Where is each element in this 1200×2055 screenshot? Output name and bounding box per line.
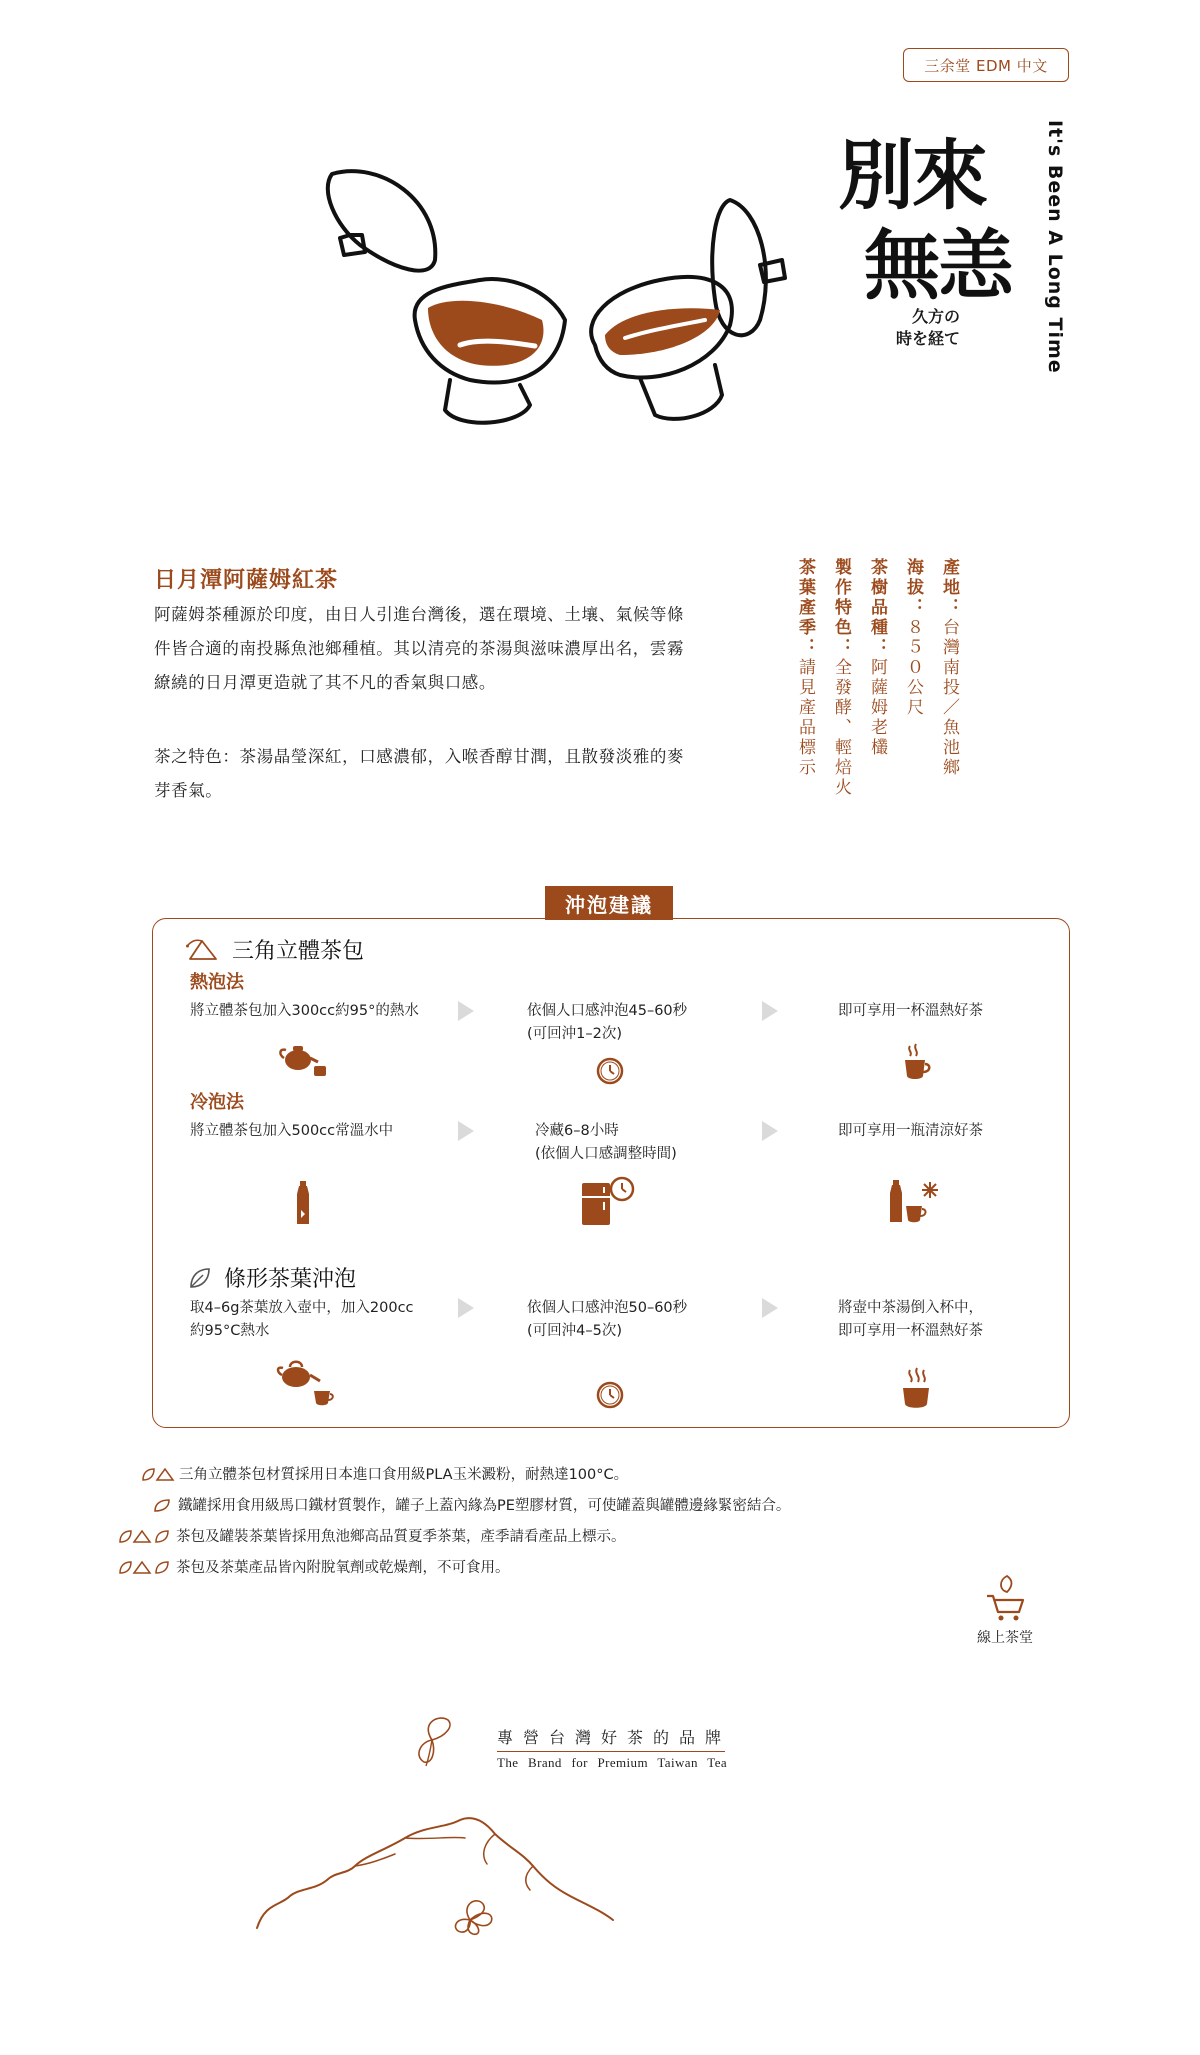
snowflake-icon <box>922 1182 938 1198</box>
hot-cup-icon <box>902 1042 932 1084</box>
subtitle-ja-line1: 久方の <box>911 307 960 326</box>
hot-step-2: 依個人口感沖泡45–60秒 (可回沖1–2次) <box>527 1003 688 1042</box>
slogan-chinese: 專營台灣好茶的品牌 <box>497 1728 732 1747</box>
note-item: 三角立體茶包材質採用日本進口食用級PLA玉米澱粉，耐熱達100°C。 <box>141 1463 790 1484</box>
online-shop-link[interactable]: 線上茶堂 <box>977 1630 1033 1646</box>
teacups-illustration <box>320 160 790 530</box>
timer-icon <box>595 1056 625 1086</box>
tea-specs <box>778 558 958 798</box>
mountain-illustration <box>255 1808 625 1938</box>
leaf-icon <box>188 1266 212 1290</box>
tea-bowl-icon <box>900 1366 932 1412</box>
edm-language-badge[interactable]: 三余堂 EDM 中文 <box>903 48 1069 82</box>
cold-step-2: 冷藏6–8小時 (依個人口感調整時間) <box>535 1123 677 1162</box>
note-item: 茶包及罐裝茶葉皆採用魚池鄉高品質夏季茶葉，產季請看產品上標示。 <box>118 1525 790 1546</box>
brewing-box <box>152 918 1070 1428</box>
hot-step-1: 將立體茶包加入300cc約95°的熱水 <box>190 1003 419 1019</box>
intro-title: 日月潭阿薩姆紅茶 <box>154 568 339 593</box>
title-line-2: 無恙 <box>864 221 1012 310</box>
arrow-icon <box>458 1121 474 1141</box>
subtitle-english: It's Been A Long Time <box>1044 120 1066 374</box>
cold-tea-icon <box>888 1178 940 1224</box>
spec-season: 茶葉產季：請見產品標示 <box>795 558 815 778</box>
leaf-icon <box>152 1497 174 1513</box>
teabag-section-title: 三角立體茶包 <box>232 939 365 964</box>
spec-altitude: 海拔：８５０公尺 <box>903 558 923 718</box>
teapot-pour-icon <box>274 1357 336 1407</box>
teabag-leaf-icon <box>118 1559 172 1575</box>
teabag-section-header <box>186 934 364 965</box>
cold-step-1: 將立體茶包加入500cc常溫水中 <box>190 1123 394 1139</box>
slogan-english: The Brand for Premium Taiwan Tea <box>497 1755 728 1770</box>
arrow-icon <box>458 1298 474 1318</box>
spec-cultivar: 茶樹品種：阿薩姆老欉 <box>867 558 887 758</box>
leaf-step-3: 將壺中茶湯倒入杯中， 即可享用一杯溫熱好茶 <box>838 1300 983 1339</box>
leaf-step-1: 取4–6g茶葉放入壺中，加入200cc 約95°C熱水 <box>190 1300 414 1339</box>
arrow-icon <box>458 1001 474 1021</box>
spec-origin: 產地：台灣南投／魚池鄉 <box>939 558 959 778</box>
teabag-leaf-icon <box>118 1528 172 1544</box>
teabag-icon <box>186 937 220 963</box>
notes-list <box>138 1463 790 1577</box>
shopping-cart-icon[interactable] <box>985 1574 1025 1622</box>
intro-paragraph-1: 阿薩姆茶種源於印度，由日人引進台灣後，選在環境、土壤、氣候等條件皆合適的南投縣魚池鄉種植。其以清亮的茶湯與滋味濃厚出名，雲霧繚繞的日月潭更造就了其不凡的香氣與口感。 <box>154 605 685 692</box>
cold-method-title: 冷泡法 <box>190 1092 244 1113</box>
subtitle-japanese <box>870 306 960 350</box>
cold-step-3: 即可享用一瓶清涼好茶 <box>838 1123 983 1139</box>
hot-method-title: 熱泡法 <box>190 972 244 993</box>
leaf-section-title: 條形茶葉沖泡 <box>224 1267 357 1292</box>
leaf-section-header <box>188 1262 356 1293</box>
timer-icon <box>595 1380 625 1410</box>
slogan-divider <box>497 1751 725 1752</box>
kettle-pour-icon <box>278 1040 330 1078</box>
note-item: 茶包及茶葉產品皆內附脫氧劑或乾燥劑，不可食用。 <box>118 1556 790 1577</box>
fridge-timer-icon <box>580 1175 636 1227</box>
spec-process: 製作特色：全發酵、輕焙火 <box>831 558 851 798</box>
butterfly-logo-icon <box>410 1712 456 1768</box>
butterfly-icon <box>455 1901 491 1934</box>
title-line-1: 別來 <box>838 131 986 220</box>
arrow-icon <box>762 1121 778 1141</box>
teabag-leaf-icon <box>141 1466 175 1482</box>
bottle-icon <box>294 1180 312 1226</box>
hot-step-3: 即可享用一杯溫熱好茶 <box>838 1003 983 1019</box>
intro-paragraph-2: 茶之特色：茶湯晶瑩深紅，口感濃郁，入喉香醇甘潤，且散發淡雅的麥芽香氣。 <box>154 747 685 800</box>
arrow-icon <box>762 1001 778 1021</box>
note-item: 鐵罐採用食用級馬口鐵材質製作，罐子上蓋內緣為PE塑膠材質，可使罐蓋與罐體邊緣緊密結合。 <box>152 1494 790 1515</box>
right-lid <box>712 200 766 335</box>
leaf-step-2: 依個人口感沖泡50–60秒 (可回沖4–5次) <box>527 1300 688 1339</box>
subtitle-ja-line2: 時を経て <box>895 329 960 348</box>
brewing-tab: 沖泡建議 <box>545 886 673 920</box>
arrow-icon <box>762 1298 778 1318</box>
